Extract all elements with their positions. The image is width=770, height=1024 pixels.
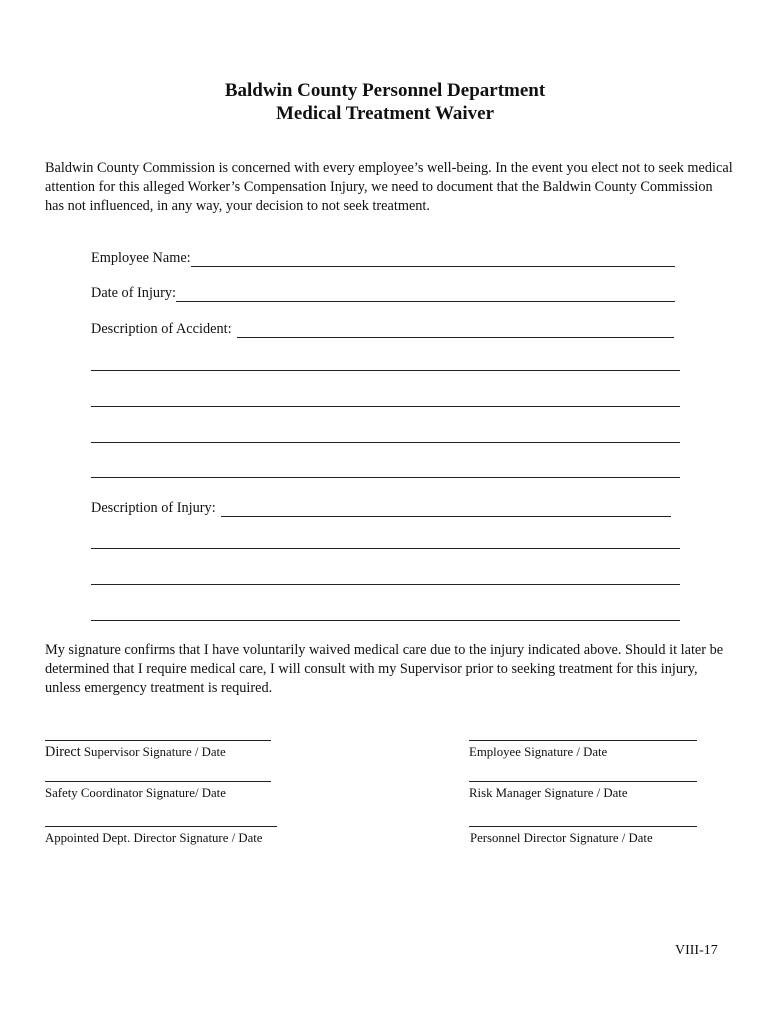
date-of-injury-row <box>91 284 675 302</box>
injury-description-label: Description of Injury: <box>91 500 216 516</box>
direct-supervisor-prefix: Direct <box>45 744 81 760</box>
accident-description-field[interactable] <box>237 323 674 338</box>
safety-coordinator-signature-line[interactable] <box>45 781 271 782</box>
accident-description-line-2[interactable] <box>91 370 680 371</box>
employee-name-label: Employee Name: <box>91 250 191 266</box>
form-title-department: Baldwin County Personnel Department <box>224 80 546 101</box>
date-of-injury-field[interactable] <box>176 287 675 302</box>
accident-description-label: Description of Accident: <box>91 321 232 337</box>
employee-signature-label: Employee Signature / Date <box>469 745 608 759</box>
date-of-injury-label: Date of Injury: <box>91 285 176 301</box>
safety-coordinator-signature-label: Safety Coordinator Signature/ Date <box>45 786 226 800</box>
dept-director-signature-label: Appointed Dept. Director Signature / Date <box>45 831 263 845</box>
injury-description-line-4[interactable] <box>91 620 680 621</box>
employee-name-row <box>91 249 675 267</box>
direct-supervisor-signature-line[interactable] <box>45 740 271 741</box>
page-number: VIII-17 <box>675 943 718 958</box>
confirmation-paragraph: My signature confirms that I have voluntarily waived medical care due to the injury indicated above. Should it later be determined that I require medical care, I will consult with my Supervisor prior to seeking treatment for this injury, unless emergency treatment is required. <box>45 642 724 696</box>
injury-description-row <box>91 499 671 517</box>
accident-description-line-5[interactable] <box>91 477 680 478</box>
direct-supervisor-signature-label <box>45 744 226 760</box>
personnel-director-signature-line[interactable] <box>469 826 697 827</box>
injury-description-field[interactable] <box>221 502 671 517</box>
risk-manager-signature-label: Risk Manager Signature / Date <box>469 786 628 800</box>
employee-signature-line[interactable] <box>469 740 697 741</box>
form-title-waiver: Medical Treatment Waiver <box>275 103 495 124</box>
employee-name-field[interactable] <box>191 252 675 267</box>
injury-description-line-3[interactable] <box>91 584 680 585</box>
direct-supervisor-rest: Supervisor Signature / Date <box>80 745 226 759</box>
intro-paragraph: Baldwin County Commission is concerned with every employee’s well-being. In the event you elect not to seek medical attention for this alleged Worker’s Compensation Injury, we need to document that the Baldwin County Commission has not influenced, in any way, your decision to not seek treatment. <box>45 160 733 214</box>
dept-director-signature-line[interactable] <box>45 826 277 827</box>
accident-description-line-3[interactable] <box>91 406 680 407</box>
accident-description-line-4[interactable] <box>91 442 680 443</box>
risk-manager-signature-line[interactable] <box>469 781 697 782</box>
personnel-director-signature-label: Personnel Director Signature / Date <box>470 831 653 845</box>
accident-description-row <box>91 320 674 338</box>
injury-description-line-2[interactable] <box>91 548 680 549</box>
